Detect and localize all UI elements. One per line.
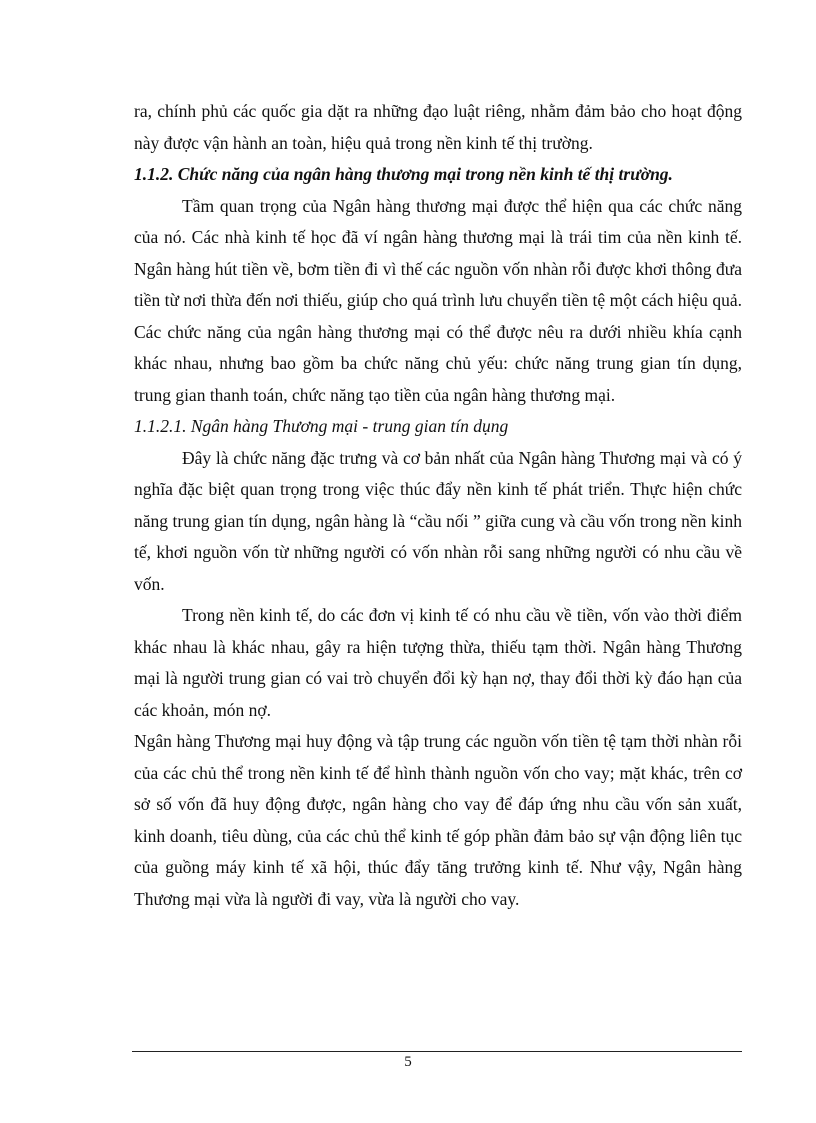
section-heading: 1.1.2. Chức năng của ngân hàng thương mại trong nền kinh tế thị trường. bbox=[134, 164, 673, 184]
page-number: 5 bbox=[404, 1054, 412, 1070]
subsection-heading: 1.1.2.1. Ngân hàng Thương mại - trung gian tín dụng bbox=[134, 416, 509, 436]
paragraph: Ngân hàng Thương mại huy động và tập trung các nguồn vốn tiền tệ tạm thời nhàn rỗi của các chủ thể trong nền kinh tế để hình thành nguồn vốn cho vay; mặt khác, trên cơ sở số vốn đã huy động được, ngân hàng cho vay để đáp ứng nhu cầu vốn sản xuất, kinh doanh, tiêu dùng, của các chủ thể kinh tế góp phần đảm bảo sự vận động liên tục của guồng máy kinh tế xã hội, thúc đẩy tăng trưởng kinh tế. Như vậy, Ngân hàng Thương mại vừa là người đi vay, vừa là người cho vay. bbox=[134, 731, 742, 909]
paragraph-continued: ra, chính phủ các quốc gia dặt ra những đạo luật riêng, nhằm đảm bảo cho hoạt động này được vận hành an toàn, hiệu quả trong nền kinh tế thị trường. bbox=[134, 101, 742, 153]
paragraph: Trong nền kinh tế, do các đơn vị kinh tế có nhu cầu về tiền, vốn vào thời điểm khác nhau là khác nhau, gây ra hiện tượng thừa, thiếu tạm thời. Ngân hàng Thương mại là người trung gian có vai trò chuyển đổi kỳ hạn nợ, thay đổi thời kỳ đáo hạn của các khoản, món nợ. bbox=[134, 605, 742, 720]
footer-divider bbox=[132, 1051, 742, 1052]
paragraph: Đây là chức năng đặc trưng và cơ bản nhất của Ngân hàng Thương mại và có ý nghĩa đặc biệt quan trọng trong việc thúc đẩy nền kinh tế phát triển. Thực hiện chức năng trung gian tín dụng, ngân hàng là “cầu nối ” giữa cung và cầu vốn trong nền kinh tế, khơi nguồn vốn từ những người có vốn nhàn rỗi sang những người có nhu cầu về vốn. bbox=[134, 447, 742, 594]
page-body bbox=[134, 96, 742, 915]
paragraph: Tầm quan trọng của Ngân hàng thương mại được thể hiện qua các chức năng của nó. Các nhà kinh tế học đã ví ngân hàng thương mại là trái tim của nền kinh tế. Ngân hàng hút tiền về, bơm tiền đi vì thế các nguồn vốn nhàn rỗi được khơi thông đưa tiền từ nơi thừa đến nơi thiếu, giúp cho quá trình lưu chuyển tiền tệ một cách hiệu quả. Các chức năng của ngân hàng thương mại có thể được nêu ra dưới nhiều khía cạnh khác nhau, nhưng bao gồm ba chức năng chủ yếu: chức năng trung gian tín dụng, trung gian thanh toán, chức năng tạo tiền của ngân hàng thương mại. bbox=[134, 195, 742, 405]
